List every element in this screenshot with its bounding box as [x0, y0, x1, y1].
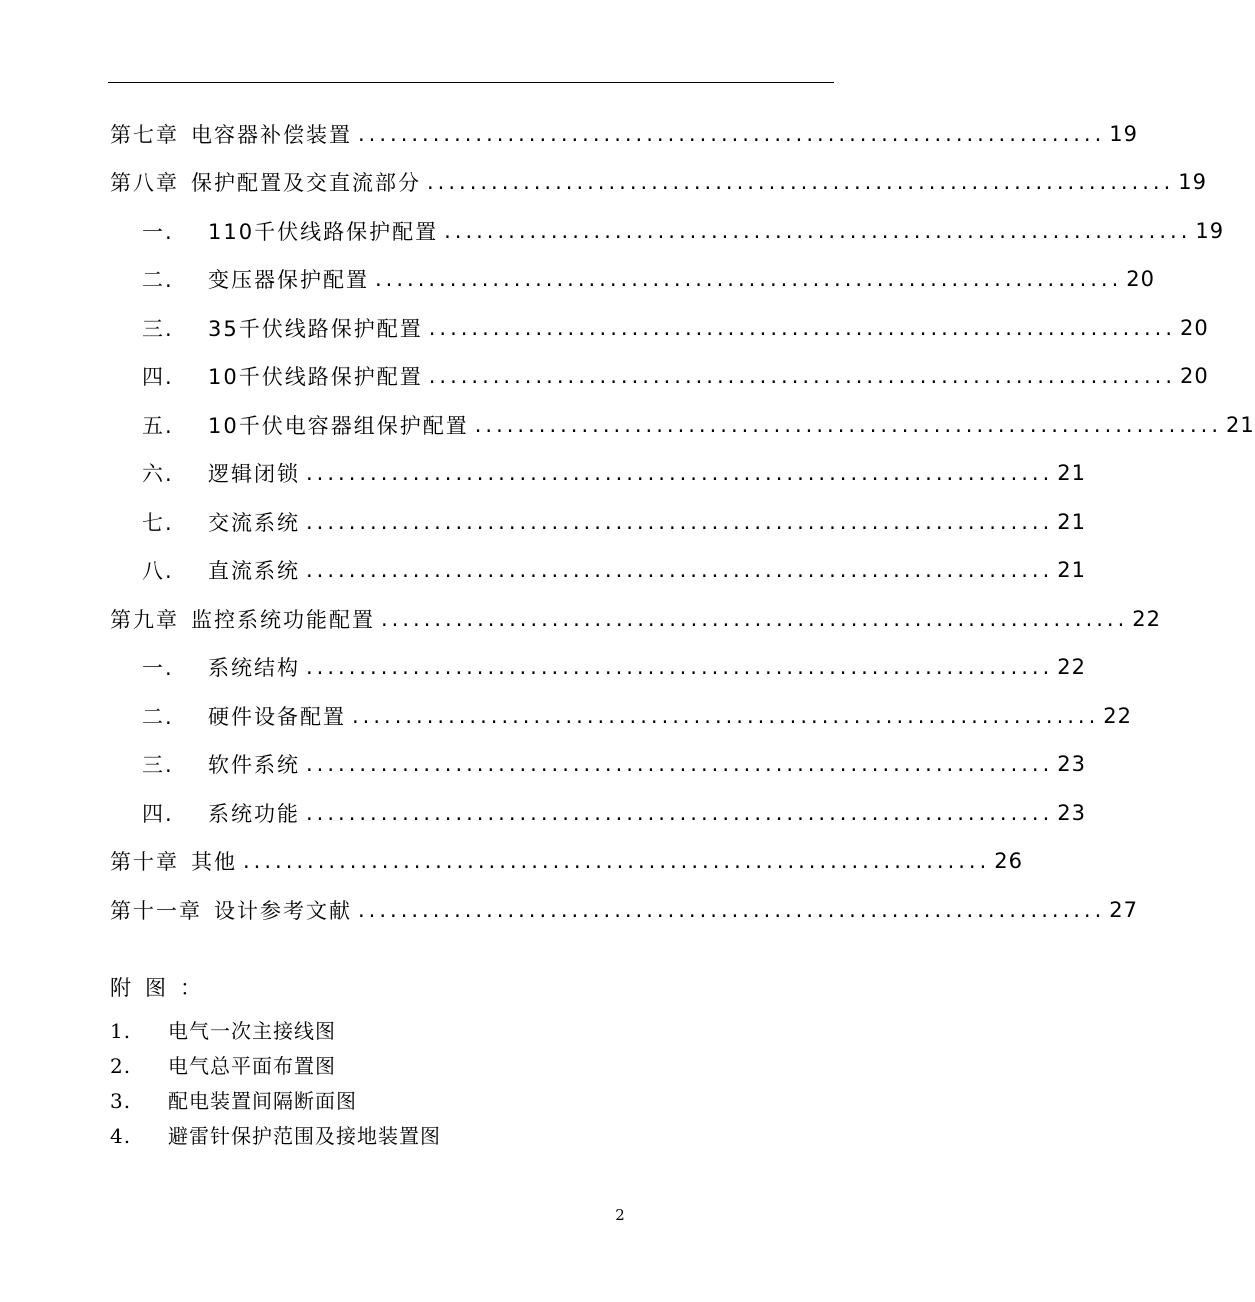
toc-dot-leader: ...................................................................... — [306, 510, 1054, 534]
toc-entry[interactable] — [142, 352, 1209, 400]
toc-entry[interactable] — [142, 643, 1087, 691]
appendix-item — [110, 1049, 710, 1084]
toc-entry-title: 直流系统 — [208, 559, 300, 583]
toc-entry-page: 27 — [1109, 898, 1139, 922]
toc-dot-leader: ...................................................................... — [358, 122, 1106, 146]
toc-dot-leader: ...................................................................... — [352, 704, 1100, 728]
toc-entry-page: 19 — [1109, 122, 1139, 146]
toc-entry-number: 一. — [142, 656, 174, 680]
toc-entry-page: 19 — [1178, 170, 1208, 194]
toc-entry[interactable] — [142, 740, 1087, 788]
toc-entry-number: 第八章 — [110, 171, 179, 195]
appendix-item-title: 电气总平面布置图 — [168, 1054, 336, 1078]
toc-entry-page: 23 — [1057, 752, 1087, 776]
toc-entry[interactable] — [142, 449, 1087, 497]
toc-dot-leader: ...................................................................... — [381, 607, 1129, 631]
toc-entry-title: 系统功能 — [208, 802, 300, 826]
toc-dot-leader: ...................................................................... — [444, 219, 1192, 243]
toc-entry-number: 一. — [142, 220, 174, 244]
toc-dot-leader: ...................................................................... — [306, 461, 1054, 485]
toc-entry[interactable] — [110, 158, 1208, 206]
toc-entry-page: 20 — [1180, 364, 1209, 388]
toc-entry-number: 第十一章 — [110, 899, 202, 923]
toc-dot-leader: ...................................................................... — [474, 413, 1223, 437]
appendix-list — [110, 1014, 710, 1154]
toc-entry-number: 六. — [142, 462, 174, 486]
appendix-item-number: 2. — [110, 1054, 132, 1078]
appendix-item — [110, 1014, 710, 1049]
appendix-item — [110, 1084, 710, 1119]
toc-entry[interactable] — [110, 110, 1139, 158]
toc-entry-page: 20 — [1126, 267, 1156, 291]
toc-entry[interactable] — [142, 789, 1087, 837]
appendix-item-number: 4. — [110, 1124, 132, 1148]
appendix-item-title: 避雷针保护范围及接地装置图 — [168, 1124, 441, 1148]
toc-dot-leader: ...................................................................... — [243, 849, 991, 873]
toc-dot-leader: ...................................................................... — [358, 898, 1106, 922]
toc-entry-title: 110千伏线路保护配置 — [208, 220, 439, 244]
toc-entry-title: 10千伏电容器组保护配置 — [208, 414, 469, 438]
toc-entry-title: 35千伏线路保护配置 — [208, 317, 423, 341]
toc-entry-page: 22 — [1103, 704, 1133, 728]
toc-entry-number: 第九章 — [110, 608, 179, 632]
toc-entry-page: 23 — [1057, 801, 1087, 825]
toc-entry-number: 四. — [142, 802, 174, 826]
appendix-item-number: 3. — [110, 1089, 132, 1113]
appendix-item — [110, 1119, 710, 1154]
toc-entry-page: 21 — [1057, 558, 1087, 582]
toc-entry-page: 22 — [1057, 655, 1087, 679]
toc-entry-number: 第七章 — [110, 123, 179, 147]
appendix-heading: 附图： — [110, 976, 215, 1000]
toc-entry-title: 其他 — [191, 850, 237, 874]
toc-entry[interactable] — [142, 546, 1087, 594]
toc-entry-number: 三. — [142, 317, 174, 341]
toc-dot-leader: ...................................................................... — [375, 267, 1123, 291]
appendix-section — [110, 968, 710, 1154]
toc-dot-leader: ...................................................................... — [306, 752, 1054, 776]
toc-entry[interactable] — [142, 207, 1225, 255]
toc-entry-title: 电容器补偿装置 — [191, 123, 352, 147]
toc-entry-title: 逻辑闭锁 — [208, 462, 300, 486]
toc-entry[interactable] — [110, 837, 1024, 885]
appendix-item-title: 电气一次主接线图 — [168, 1019, 336, 1043]
appendix-item-number: 1. — [110, 1019, 132, 1043]
toc-entry-title: 硬件设备配置 — [208, 705, 346, 729]
toc-entry-number: 四. — [142, 365, 174, 389]
toc-entry-number: 二. — [142, 268, 174, 292]
toc-entry-title: 设计参考文献 — [214, 899, 352, 923]
toc-dot-leader: ...................................................................... — [306, 558, 1054, 582]
toc-entry-page: 26 — [994, 849, 1024, 873]
toc-entry[interactable] — [142, 498, 1087, 546]
page-number: 2 — [615, 1206, 625, 1224]
header-rule — [108, 82, 834, 83]
toc-entry-title: 软件系统 — [208, 753, 300, 777]
toc-entry-title: 系统结构 — [208, 656, 300, 680]
toc-entry[interactable] — [142, 304, 1209, 352]
toc-dot-leader: ...................................................................... — [428, 316, 1177, 340]
appendix-item-title: 配电装置间隔断面图 — [168, 1089, 357, 1113]
toc-entry-page: 21 — [1226, 413, 1255, 437]
toc-entry-number: 五. — [142, 414, 174, 438]
toc-entry-title: 交流系统 — [208, 511, 300, 535]
toc-dot-leader: ...................................................................... — [427, 170, 1175, 194]
toc-entry-page: 20 — [1180, 316, 1209, 340]
toc-entry-page: 22 — [1132, 607, 1162, 631]
toc-entry-number: 第十章 — [110, 850, 179, 874]
toc-entry-title: 监控系统功能配置 — [191, 608, 375, 632]
toc-entry[interactable] — [142, 401, 1255, 449]
toc-entry-number: 二. — [142, 705, 174, 729]
toc-entry-title: 保护配置及交直流部分 — [191, 171, 421, 195]
toc-entry[interactable] — [110, 595, 1162, 643]
toc-dot-leader: ...................................................................... — [306, 655, 1054, 679]
toc-dot-leader: ...................................................................... — [428, 364, 1177, 388]
toc-entry[interactable] — [142, 255, 1156, 303]
toc-entry-title: 10千伏线路保护配置 — [208, 365, 423, 389]
toc-entry[interactable] — [142, 692, 1133, 740]
toc-entry-page: 21 — [1057, 461, 1087, 485]
toc-entry-title: 变压器保护配置 — [208, 268, 369, 292]
toc-entry[interactable] — [110, 886, 1139, 934]
toc-entry-page: 21 — [1057, 510, 1087, 534]
toc-entry-page: 19 — [1195, 219, 1225, 243]
toc-entry-number: 八. — [142, 559, 174, 583]
toc-entry-number: 三. — [142, 753, 174, 777]
toc-dot-leader: ...................................................................... — [306, 801, 1054, 825]
toc-entry-number: 七. — [142, 511, 174, 535]
